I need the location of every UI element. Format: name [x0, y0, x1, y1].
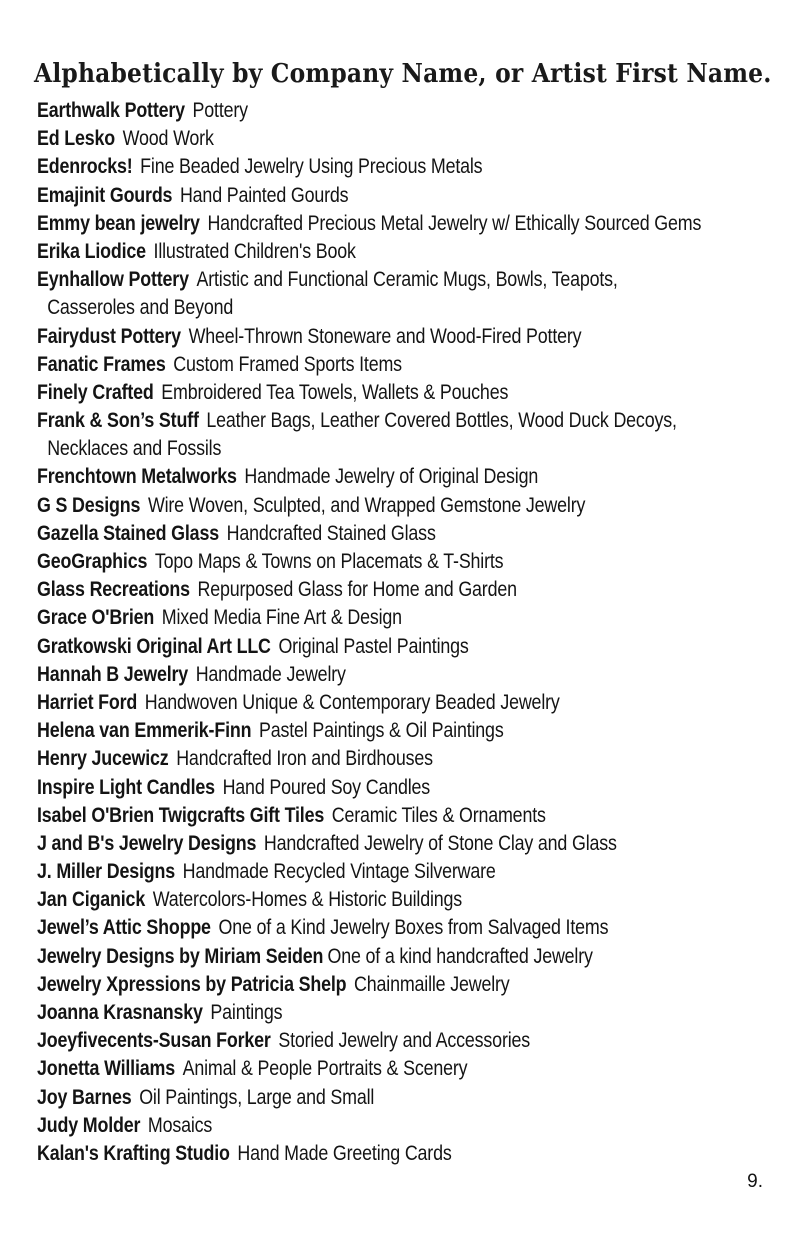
entry-description: Wood Work — [122, 127, 214, 151]
entry-name: Joanna Krasnansky — [37, 1001, 203, 1024]
entry-name: Jewelry Xpressions by Patricia Shelp — [37, 972, 347, 996]
entry-description: Handcrafted Precious Metal Jewelry w/ Ethically Sourced Gems — [207, 211, 702, 235]
list-item — [37, 1084, 683, 1112]
list-item — [37, 351, 683, 379]
entry-description: Pottery — [192, 99, 248, 122]
entry-name: Emmy bean jewelry — [37, 211, 200, 235]
list-item — [37, 914, 683, 942]
entry-description: Hand Painted Gourds — [179, 183, 349, 207]
entry-name: Jan Ciganick — [37, 888, 146, 912]
entry-description: Handwoven Unique & Contemporary Beaded Jewelry — [144, 690, 560, 714]
entry-description: Chainmaille Jewelry — [354, 972, 510, 996]
list-item — [37, 407, 683, 435]
list-item — [37, 97, 683, 125]
entry-name: Fairydust Pottery — [37, 324, 181, 348]
entry-description: Oil Paintings, Large and Small — [139, 1085, 375, 1109]
list-item — [37, 858, 683, 886]
list-item — [37, 1027, 683, 1055]
list-item — [37, 323, 683, 351]
entry-description: Handcrafted Jewelry of Stone Clay and Glass — [263, 831, 617, 855]
entry-name: J and B's Jewelry Designs — [37, 831, 257, 855]
list-item — [37, 153, 683, 181]
vendor-list — [37, 97, 797, 1168]
entry-description: Illustrated Children's Book — [153, 239, 356, 263]
entry-description: Storied Jewelry and Accessories — [278, 1029, 531, 1053]
list-item — [37, 633, 683, 661]
entry-description: Handmade Jewelry of Original Design — [244, 465, 539, 489]
entry-name: Erika Liodice — [37, 239, 146, 263]
list-item — [37, 125, 683, 153]
list-item — [37, 1112, 683, 1140]
entry-name: Jewel’s Attic Shoppe — [37, 916, 211, 940]
entry-description: Watercolors-Homes & Historic Buildings — [152, 888, 463, 912]
entry-description: Animal & People Portraits & Scenery — [182, 1057, 468, 1081]
entry-description: Pastel Paintings & Oil Paintings — [258, 719, 504, 743]
entry-name: Emajinit Gourds — [37, 183, 173, 207]
list-item — [37, 830, 683, 858]
list-item — [37, 379, 683, 407]
entry-description: Topo Maps & Towns on Placemats & T-Shirts — [154, 550, 504, 573]
list-item — [37, 717, 683, 745]
entry-description: Handmade Recycled Vintage Silverware — [182, 860, 496, 884]
entry-name: Kalan's Krafting Studio — [37, 1141, 230, 1165]
entry-name: Inspire Light Candles — [37, 775, 215, 799]
entry-description: Original Pastel Paintings — [278, 634, 469, 658]
list-item — [37, 238, 683, 266]
list-item — [37, 943, 683, 971]
entry-name: Gratkowski Original Art LLC — [37, 634, 271, 658]
list-item — [37, 802, 683, 830]
entry-description: Embroidered Tea Towels, Wallets & Pouches — [161, 380, 509, 404]
entry-name: Ed Lesko — [37, 127, 116, 151]
entry-description-continued: Necklaces and Fossils — [47, 437, 222, 461]
entry-description: One of a Kind Jewelry Boxes from Salvaged Items — [218, 916, 609, 940]
entry-name: Judy Molder — [37, 1113, 141, 1137]
entry-description: Handcrafted Iron and Birdhouses — [176, 747, 433, 771]
list-item — [37, 520, 683, 548]
entry-name: Harriet Ford — [37, 690, 138, 714]
list-item — [37, 182, 683, 210]
entry-name: Finely Crafted — [37, 380, 154, 404]
entry-name: Earthwalk Pottery — [37, 99, 185, 122]
entry-description: Leather Bags, Leather Covered Bottles, Wood Duck Decoys, — [206, 409, 677, 433]
entry-name: Isabel O'Brien Twigcrafts Gift Tiles — [37, 803, 325, 827]
entry-name: GeoGraphics — [37, 550, 148, 573]
entry-description: Artistic and Functional Ceramic Mugs, Bowls, Teapots, — [196, 268, 618, 292]
entry-description: Handmade Jewelry — [195, 662, 346, 686]
list-item — [37, 548, 683, 576]
list-item — [37, 463, 683, 491]
entry-description: Hand Poured Soy Candles — [222, 775, 431, 799]
entry-description: Hand Made Greeting Cards — [237, 1141, 452, 1165]
entry-name: Henry Jucewicz — [37, 747, 169, 771]
entry-description: One of a kind handcrafted Jewelry — [327, 944, 593, 968]
list-item — [37, 210, 702, 238]
entry-name: Joy Barnes — [37, 1085, 132, 1109]
entry-name: Jewelry Designs by Miriam Seiden — [37, 944, 324, 968]
entry-name: Fanatic Frames — [37, 352, 166, 376]
entry-name: Eynhallow Pottery — [37, 268, 189, 292]
entry-name: Glass Recreations — [37, 578, 190, 602]
list-item — [37, 689, 683, 717]
entry-name: G S Designs — [37, 493, 141, 517]
entry-description: Wire Woven, Sculpted, and Wrapped Gemstone Jewelry — [147, 493, 586, 517]
entry-description: Custom Framed Sports Items — [173, 352, 402, 376]
entry-name: Hannah B Jewelry — [37, 662, 189, 686]
list-item — [37, 266, 683, 294]
page-number: 9. — [747, 1171, 763, 1192]
entry-description: Paintings — [210, 1001, 283, 1024]
entry-name: Grace O'Brien — [37, 606, 155, 630]
list-item — [37, 999, 683, 1027]
list-item — [37, 492, 683, 520]
entry-description: Fine Beaded Jewelry Using Precious Metals — [140, 155, 483, 179]
list-item — [37, 604, 683, 632]
entry-description: Ceramic Tiles & Ornaments — [331, 803, 546, 827]
entry-name: Helena van Emmerik-Finn — [37, 719, 252, 743]
entry-name: J. Miller Designs — [37, 860, 175, 884]
entry-description: Handcrafted Stained Glass — [226, 521, 436, 545]
list-item — [37, 745, 683, 773]
list-item — [37, 886, 683, 914]
entry-description: Repurposed Glass for Home and Garden — [197, 578, 517, 602]
entry-description: Wheel-Thrown Stoneware and Wood-Fired Pottery — [188, 324, 582, 348]
page-title: Alphabetically by Company Name, or Artist First Name. — [34, 59, 772, 89]
entry-name: Jonetta Williams — [37, 1057, 175, 1081]
list-item — [37, 1140, 683, 1168]
list-item — [37, 971, 683, 999]
entry-name: Joeyfivecents-Susan Forker — [37, 1029, 271, 1053]
entry-name: Frank & Son’s Stuff — [37, 409, 199, 433]
entry-description: Mosaics — [147, 1113, 213, 1137]
entry-description-continued: Casseroles and Beyond — [47, 296, 234, 320]
list-item — [37, 1055, 683, 1083]
list-item — [37, 576, 683, 604]
entry-name: Gazella Stained Glass — [37, 521, 219, 545]
list-item — [37, 661, 683, 689]
entry-description: Mixed Media Fine Art & Design — [161, 606, 402, 630]
entry-name: Edenrocks! — [37, 155, 133, 179]
list-item — [37, 774, 683, 802]
entry-name: Frenchtown Metalworks — [37, 465, 237, 489]
